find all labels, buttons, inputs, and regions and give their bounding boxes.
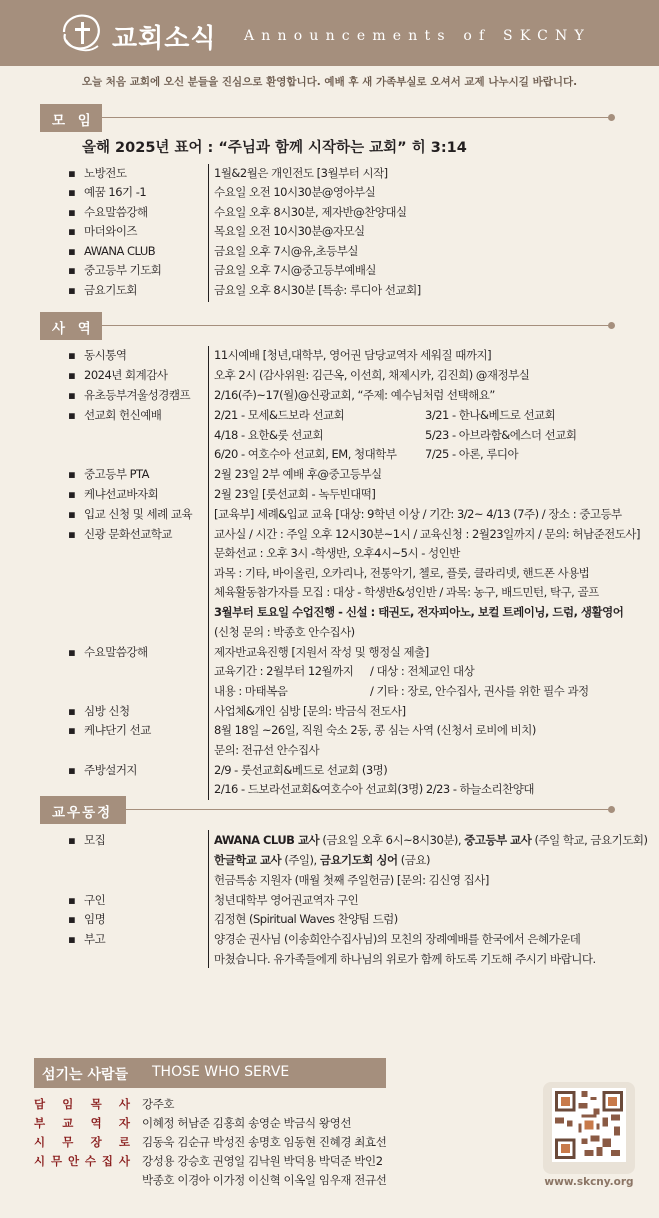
staff-title: 담 임 목 사 (34, 1097, 130, 1111)
qr-code-icon[interactable] (552, 1088, 626, 1162)
website-link[interactable]: www.skcny.org (544, 1176, 634, 1188)
divider (102, 325, 610, 326)
divider (126, 809, 610, 810)
section-header-fellowship (40, 796, 126, 824)
section-title: 사 역 (52, 321, 95, 337)
staff-names: 이혜정 허남준 김홍희 송영순 박금식 왕영선 (142, 1116, 352, 1130)
section-title: 교우동정 (52, 805, 113, 821)
header-subtitle: Announcements of SKCNY (244, 28, 591, 44)
column-divider (208, 830, 209, 968)
serve-header (34, 1058, 386, 1088)
welcome-message: 오늘 처음 교회에 오신 분들을 진심으로 환영합니다. 예배 후 새 가족부실로 오셔서 교제 나누시길 바랍니다. (81, 76, 578, 88)
staff-names: 강성용 강승호 권영일 김낙원 박덕용 박덕준 박인2 (142, 1154, 383, 1168)
serve-title-en: THOSE WHO SERVE (152, 1064, 290, 1080)
staff-title: 시 무 안 수 집 사 (34, 1154, 130, 1168)
staff-title: 부 교 역 자 (34, 1116, 130, 1130)
section-title: 모 임 (52, 113, 95, 129)
divider-dot (608, 806, 615, 813)
year-motto: 올해 2025년 표어 : “주님과 함께 시작하는 교회” 히 3:14 (82, 140, 467, 156)
divider (102, 117, 610, 118)
staff-names: 강주호 (142, 1097, 175, 1111)
divider-dot (608, 322, 615, 329)
column-divider (208, 164, 209, 302)
column-divider (208, 346, 209, 800)
header-title: 교회소식 (112, 24, 217, 54)
church-cross-logo-icon (58, 10, 106, 56)
section-header-gathering (40, 104, 102, 132)
divider-dot (608, 114, 615, 121)
header-banner (0, 0, 659, 66)
staff-names: 박종호 이경아 이가정 이신혁 이옥일 임우재 전규선 (142, 1173, 387, 1187)
serve-title-ko: 섬기는 사람들 (42, 1067, 129, 1083)
staff-title: 시 무 장 로 (34, 1135, 130, 1149)
section-header-ministry (40, 312, 102, 340)
staff-names: 김동욱 김순규 박성진 송명호 임동현 진혜경 최효선 (142, 1135, 387, 1149)
